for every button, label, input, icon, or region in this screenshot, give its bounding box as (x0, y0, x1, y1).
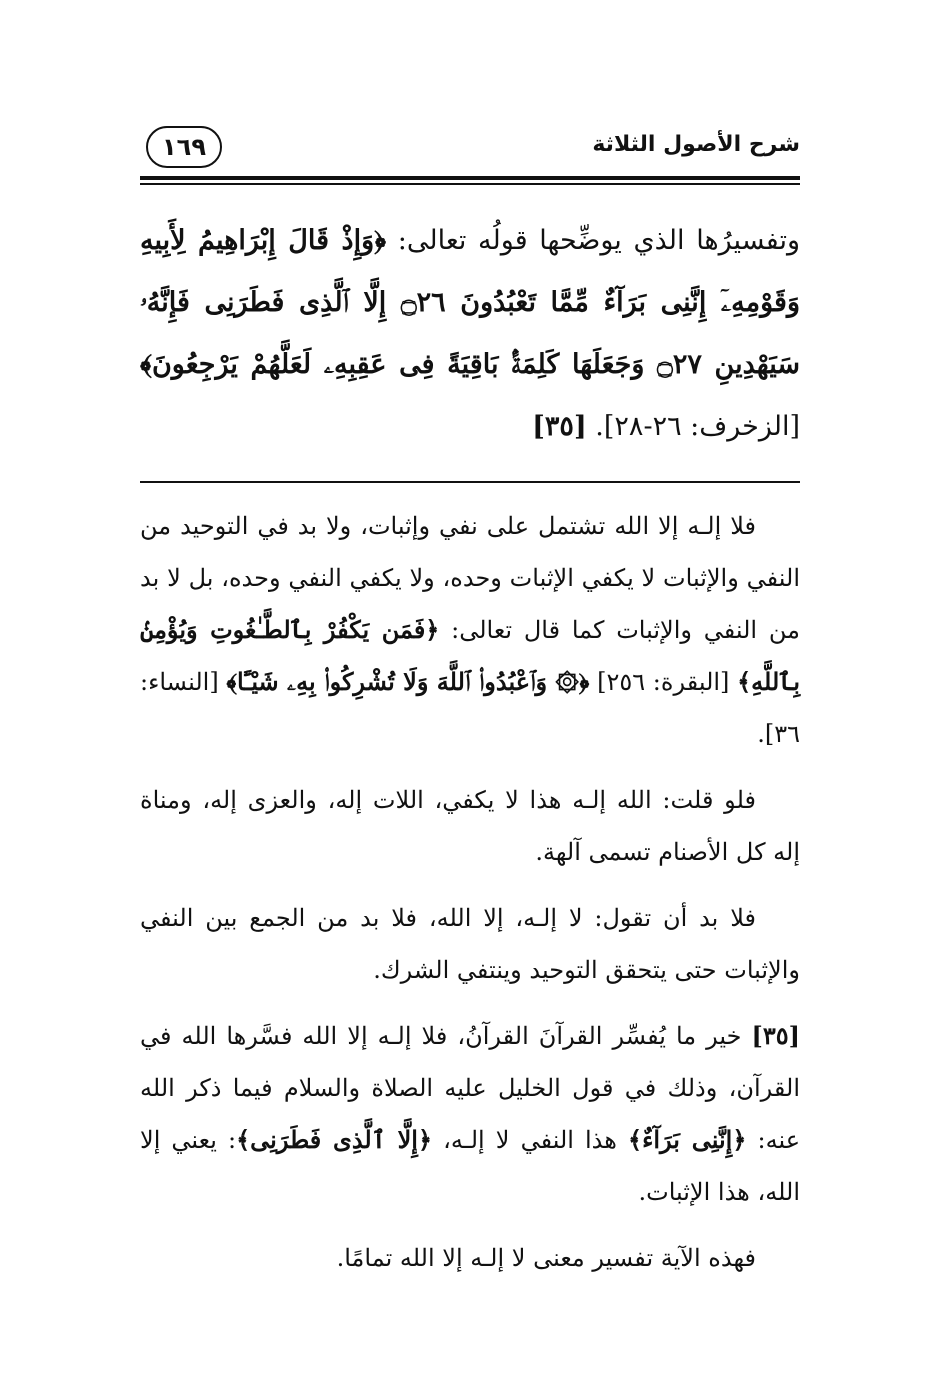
sharh-paragraph-2: فلو قلت: الله إلـه هذا لا يكفي، اللات إله، والعزى إله، ومناة إله كل الأصنام تسمى آلهة. (140, 786, 800, 866)
p1-text: فلا إلـه إلا الله تشتمل على نفي وإثبات، ولا بد في التوحيد من النفي والإثبات لا يكفي الإثبات وحده، ولا يكفي النفي وحده، بل لا بد من النفي والإثبات كما قال تعالى: (140, 512, 800, 644)
matn-text (140, 210, 800, 458)
sharh-paragraph-4 (140, 1010, 800, 1218)
header-rule-thin (140, 183, 800, 185)
matn-sharh-separator (140, 481, 800, 483)
header-rule-thick (140, 176, 800, 180)
p1-ref-nisa: [النساء: ٣٦]. (140, 668, 800, 748)
note-marker: [٣٥] (532, 411, 587, 442)
page-header (140, 118, 800, 178)
sharh-paragraph-5: فهذه الآية تفسير معنى لا إلـه إلا الله تمامًا. (336, 1244, 756, 1272)
quran-verse-baqarah: ﴿فَمَن يَكْفُرْ بِٱلطَّـٰغُوتِ وَيُؤْمِنۢ بِٱللَّهِ﴾ (140, 615, 801, 696)
p1-ref-baqarah: [البقرة: ٢٥٦] (589, 668, 738, 696)
verse-reference: [الزخرف: ٢٦-٢٨]. (586, 411, 800, 442)
sharh-paragraph-1 (140, 500, 800, 760)
quran-phrase-barae: ﴿إِنَّنِى بَرَآءٌ﴾ (628, 1125, 747, 1154)
page-number: ١٦٩ (146, 126, 222, 168)
p4-text-2: هذا النفي لا إلـه، (432, 1126, 629, 1154)
sharh-text (140, 500, 800, 1298)
quran-verse-nisa: ﴿۞ وَٱعْبُدُوا۟ ٱللَّهَ وَلَا تُشْرِكُوا۟ بِهِۦ شَيْـًٔا﴾ (226, 667, 590, 696)
p4-text-1: خير ما يُفسِّر القرآنَ القرآنُ، فلا إلـه إلا الله فسَّرها الله في القرآن، وذلك في قول الخليل عليه الصلاة والسلام فيما ذكر الله عنه: (140, 1022, 801, 1154)
running-title: شرح الأصول الثلاثة (592, 132, 800, 157)
quran-verse-zukhruf: ﴿وَإِذْ قَالَ إِبْرَاهِيمُ لِأَبِيهِ وَقَوْمِهِۦٓ إِنَّنِى بَرَآءٌ مِّمَّا تَعْبُدُونَ ۝٢٦ إِلَّا ٱلَّذِى فَطَرَنِى فَإِنَّهُۥ سَيَهْدِينِ ۝٢٧ وَجَعَلَهَا كَلِمَةًۢ بَاقِيَةً فِى عَقِبِهِۦ لَعَلَّهُمْ يَرْجِعُونَ﴾ (140, 225, 800, 380)
sharh-paragraph-3: فلا بد أن تقول: لا إلـه، إلا الله، فلا بد من الجمع بين النفي والإثبات حتى يتحقق التوحيد وينتفي الشرك. (140, 904, 800, 984)
quran-phrase-fatarani: ﴿إِلَّا ٱلَّذِى فَطَرَنِى﴾ (236, 1125, 433, 1154)
p4-text-3: : يعني إلا الله، هذا الإثبات. (140, 1126, 800, 1206)
note-marker-35: [٣٥] (751, 1021, 800, 1050)
matn-intro: وتفسيرُها الذي يوضِّحها قولُه تعالى: (386, 225, 800, 256)
